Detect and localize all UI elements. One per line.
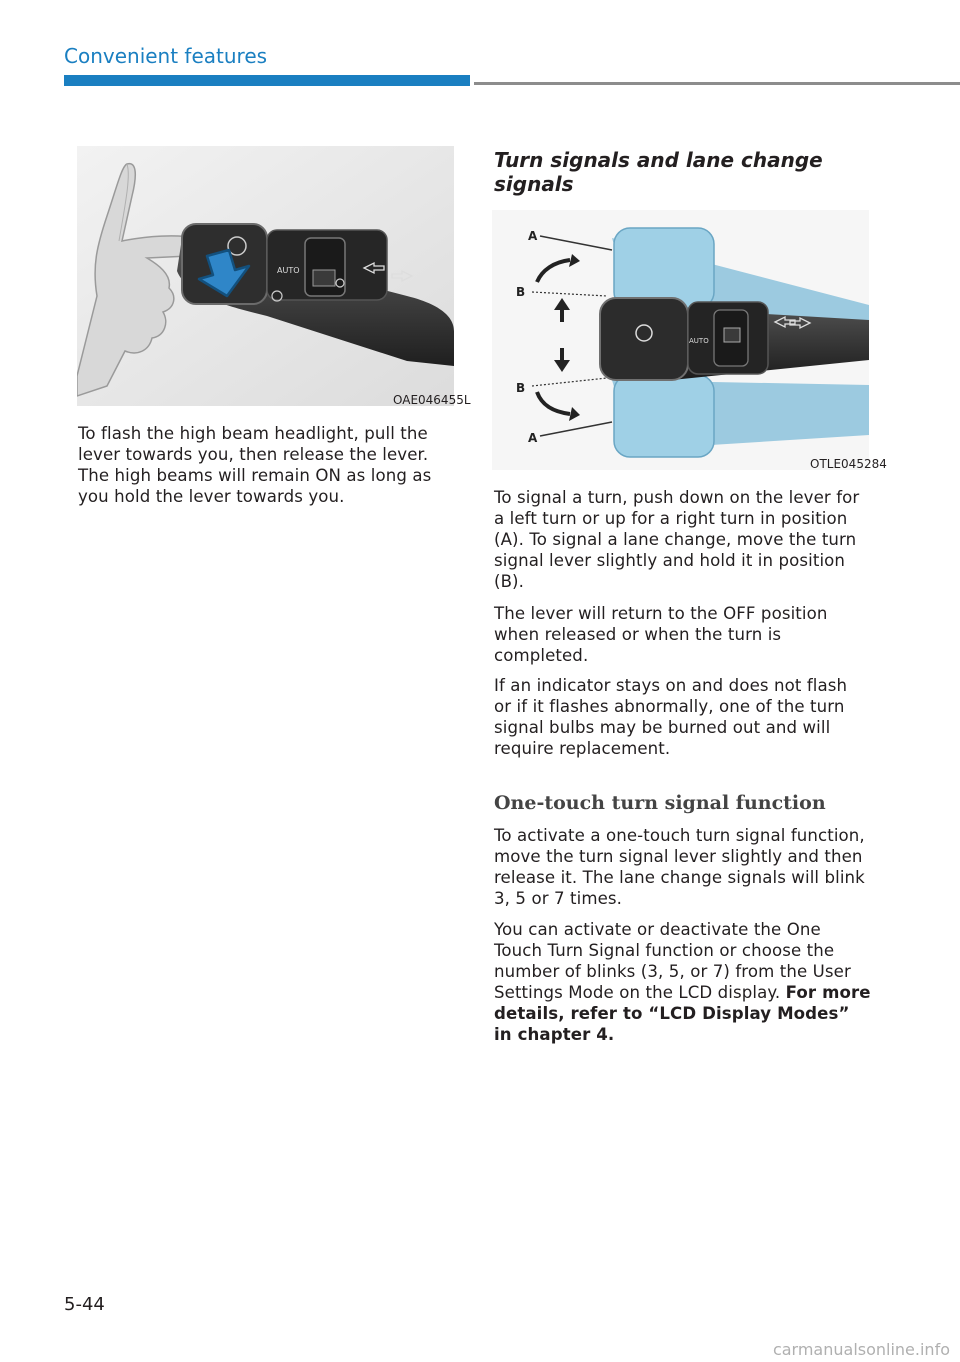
turn-signal-text-2: The lever will return to the OFF position when released or when the turn is completed. bbox=[494, 604, 828, 665]
label-a-top: A bbox=[528, 229, 538, 243]
high-beam-flash-illustration bbox=[77, 146, 454, 406]
turn-signal-text-1: To signal a turn, push down on the lever for a left turn or up for a right turn in position (A). To signal a lane change, move the turn signal lever slightly and hold it in position (B). bbox=[494, 488, 860, 591]
watermark: carmanualsonline.info bbox=[772, 1340, 950, 1359]
one-touch-text-2-main: You can activate or deactivate the One Touch Turn Signal function or choose the number of blinks (3, 5, or 7) from the User Settings Mode on the LCD display. bbox=[494, 920, 851, 1002]
turn-signal-text-3: If an indicator stays on and does not flash or if it flashes abnormally, one of the turn signal bulbs may be burned out and will require replacement. bbox=[494, 676, 848, 758]
section-title: Convenient features bbox=[64, 44, 268, 68]
header-bar-accent bbox=[64, 75, 470, 86]
one-touch-heading: One-touch turn signal function bbox=[494, 792, 826, 814]
label-b-top: B bbox=[516, 285, 526, 299]
one-touch-reference: For more details, refer to “LCD Display Modes” in chapter 4. bbox=[494, 983, 871, 1044]
header-bar-rule bbox=[474, 82, 960, 85]
turn-signal-positions-illustration bbox=[492, 210, 869, 470]
one-touch-text-2 bbox=[494, 919, 872, 1045]
turn-signal-lever-graphic bbox=[492, 210, 869, 470]
figure1-code: OAE046455L bbox=[393, 393, 471, 407]
high-beam-flash-text: To flash the high beam headlight, pull the lever towards you, then release the lever. The high beams will remain ON as long as you hold the lever towards you. bbox=[78, 424, 432, 506]
hand-pulling-lever-graphic bbox=[77, 146, 454, 406]
label-a-bottom: A bbox=[528, 431, 538, 445]
svg-text:AUTO: AUTO bbox=[277, 266, 300, 275]
one-touch-text-1: To activate a one-touch turn signal function, move the turn signal lever slightly and then release it. The lane change signals will blink 3, 5 or 7 times. bbox=[494, 826, 865, 908]
label-b-bottom: B bbox=[516, 381, 526, 395]
figure2-code: OTLE045284 bbox=[810, 457, 887, 471]
turn-signal-heading: Turn signals and lane change signals bbox=[494, 148, 823, 196]
lever-auto-label: AUTO bbox=[689, 337, 709, 345]
page-number: 5-44 bbox=[64, 1294, 105, 1315]
